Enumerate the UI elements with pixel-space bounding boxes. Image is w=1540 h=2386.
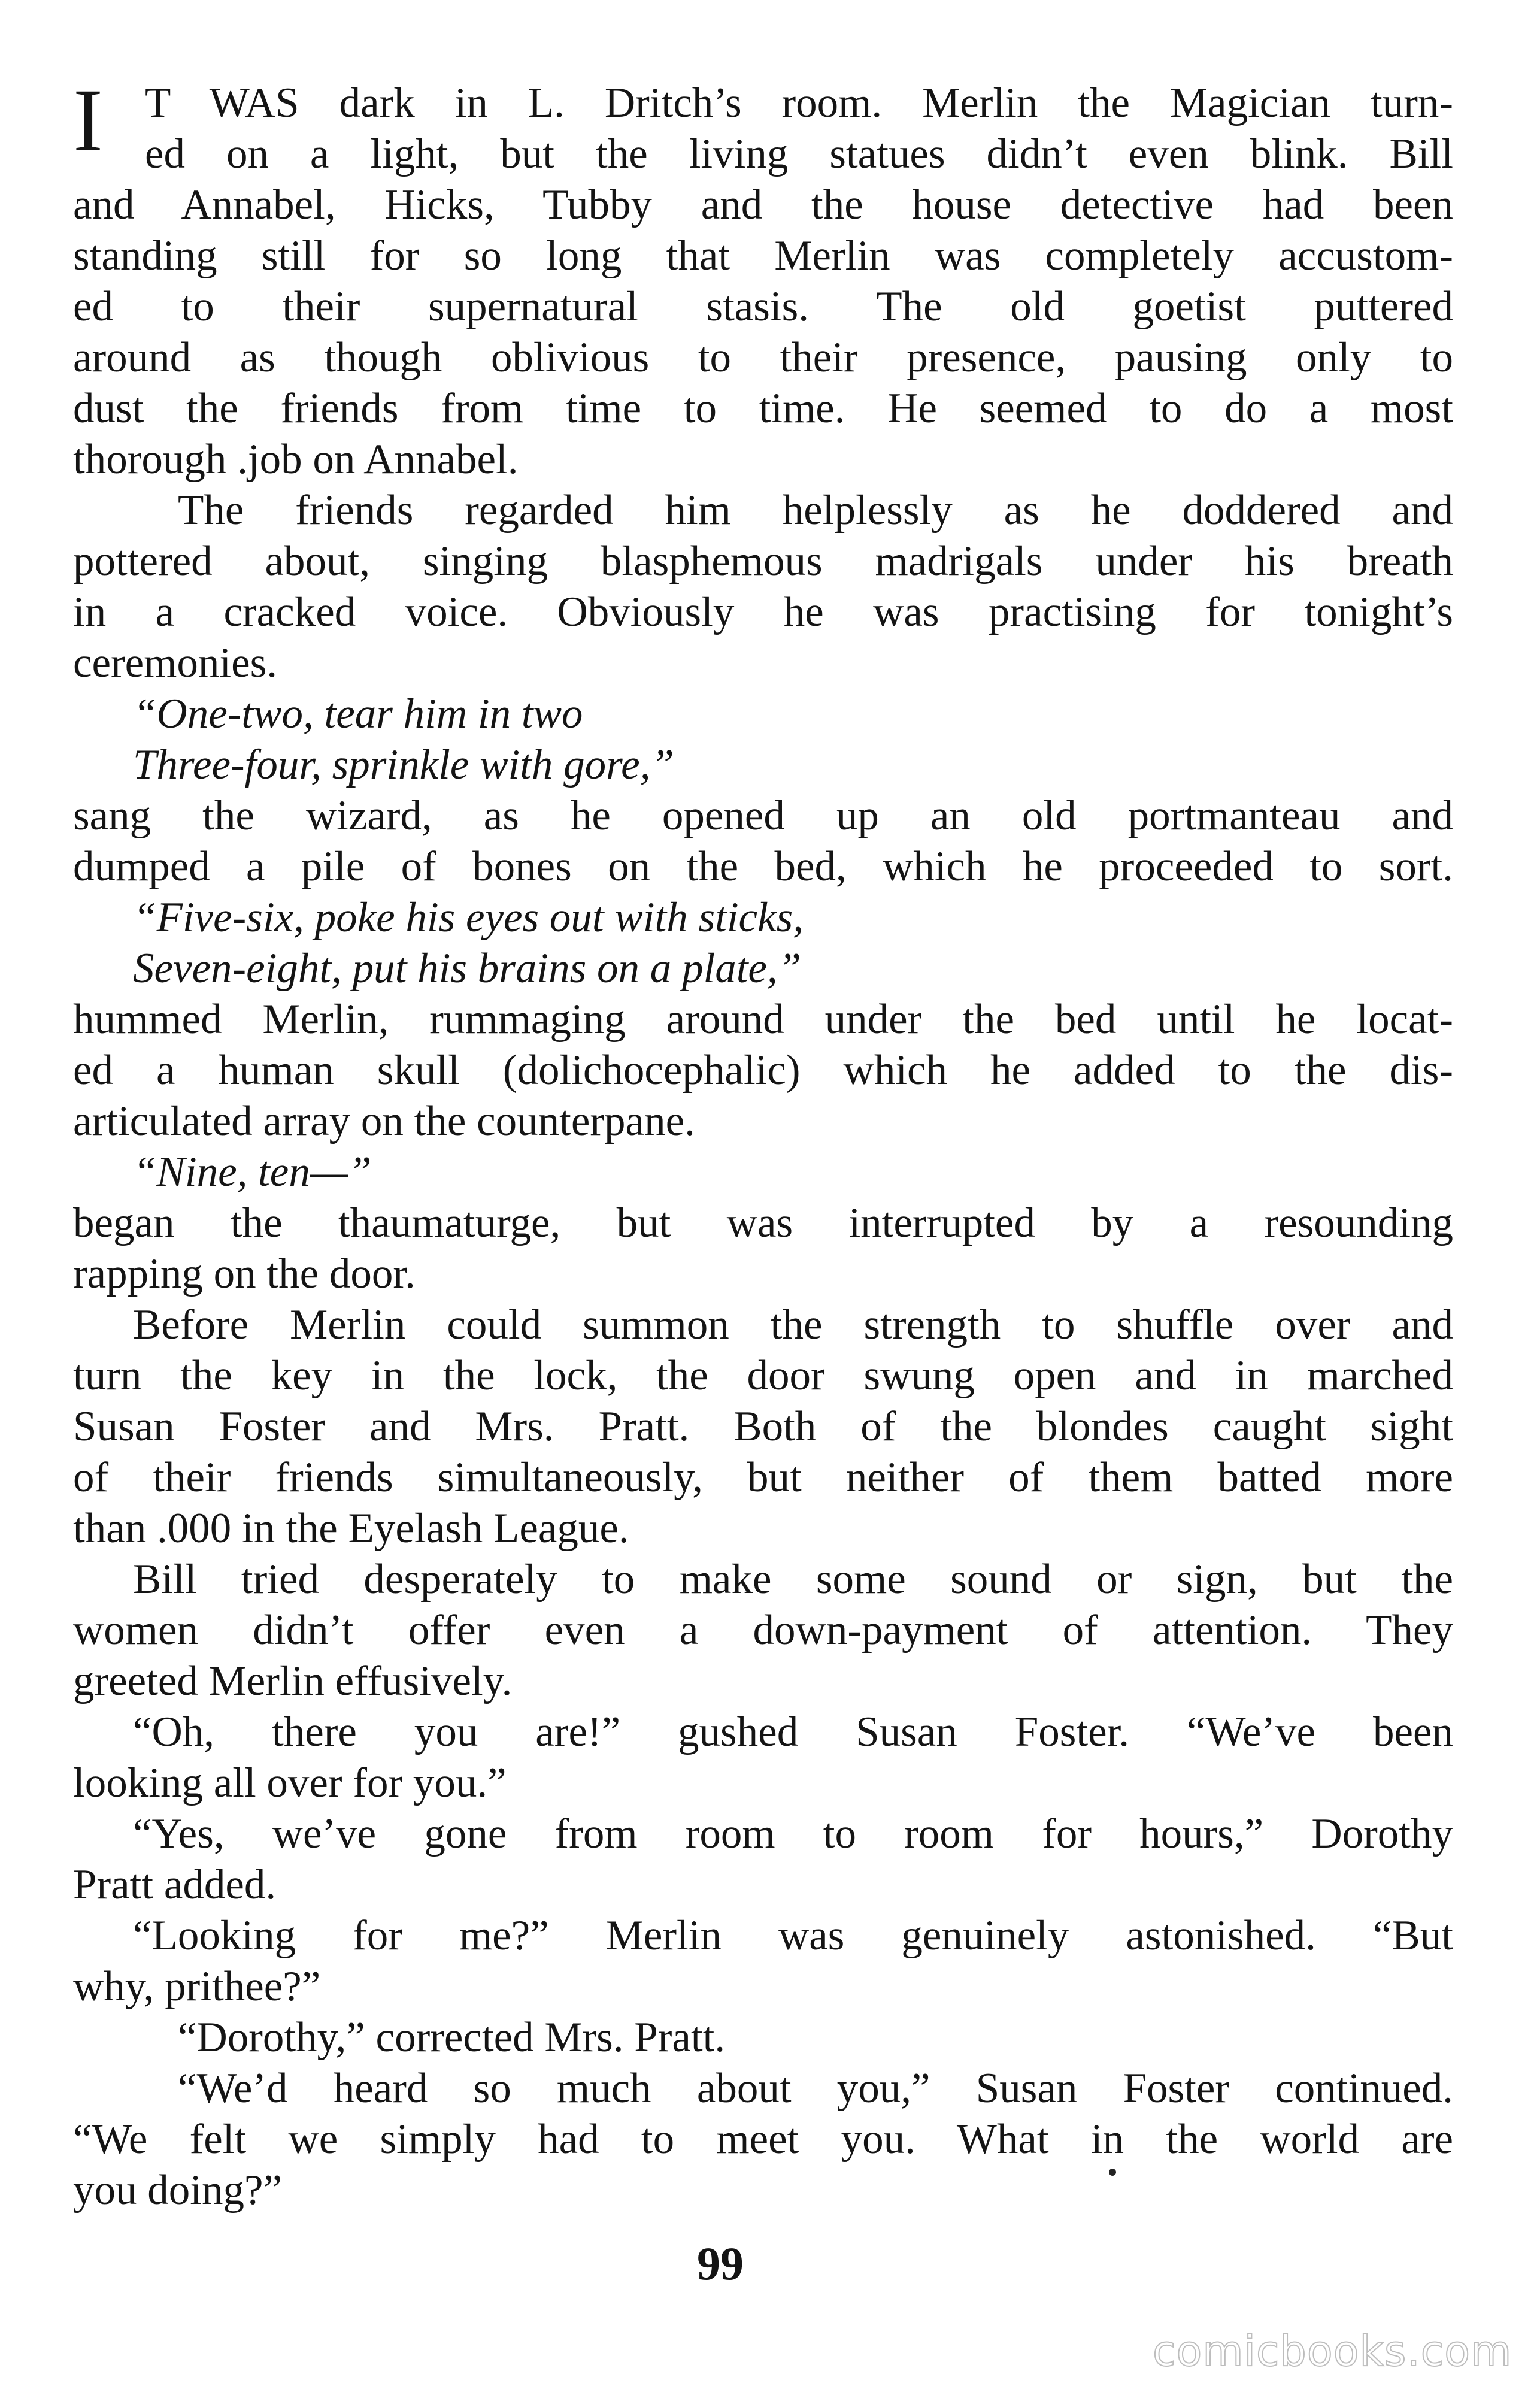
text-line: thorough .job on Annabel.	[73, 436, 519, 483]
text-line: The friends regarded him helplessly as he doddered and	[178, 487, 1453, 534]
text-line: rapping on the door.	[73, 1250, 416, 1297]
text-line: sang the wizard, as he opened up an old portmanteau and	[73, 792, 1453, 839]
text-line: dumped a pile of bones on the bed, which he proceeded to sort.	[73, 843, 1453, 890]
text-line: you doing?”	[73, 2167, 283, 2214]
verse-line: “Nine, ten—”	[133, 1149, 372, 1195]
text-line: standing still for so long that Merlin was completely accustom-	[73, 232, 1453, 279]
text-line: ed a human skull (dolichocephalic) which he added to the dis-	[73, 1047, 1453, 1094]
verse-line: “One-two, tear him in two	[133, 691, 583, 737]
text-line: turn the key in the lock, the door swung open and in marched	[73, 1352, 1453, 1399]
text-line: ed on a light, but the living statues didn’t even blink. Bill	[145, 131, 1453, 177]
text-line: why, prithee?”	[73, 1963, 321, 2010]
text-line: “We felt we simply had to meet you. What in the world are	[73, 2116, 1453, 2163]
text-line: looking all over for you.”	[73, 1760, 507, 1806]
text-line: of their friends simultaneously, but neither of them batted more	[73, 1454, 1453, 1501]
text-line: “Oh, there you are!” gushed Susan Foster. “We’ve been	[133, 1709, 1453, 1755]
text-line: around as though oblivious to their presence, pausing only to	[73, 334, 1453, 381]
drop-cap: I	[73, 71, 103, 170]
text-line: in a cracked voice. Obviously he was practising for tonight’s	[73, 589, 1453, 635]
text-line: and Annabel, Hicks, Tubby and the house detective had been	[73, 181, 1453, 228]
text-line: hummed Merlin, rummaging around under the bed until he locat-	[73, 996, 1453, 1043]
text-line: “Dorothy,” corrected Mrs. Pratt.	[178, 2014, 726, 2061]
text-line: “Yes, we’ve gone from room to room for hours,” Dorothy	[133, 1810, 1453, 1857]
verse-line: Three-four, sprinkle with gore,”	[133, 741, 674, 788]
ink-speck	[1109, 2169, 1116, 2176]
text-line: T WAS dark in L. Dritch’s room. Merlin the Magician turn-	[145, 80, 1453, 126]
book-page	[73, 54, 1453, 2342]
text-line: greeted Merlin effusively.	[73, 1658, 513, 1704]
page-number: 99	[697, 2237, 744, 2290]
text-line: Bill tried desperately to make some sound or sign, but the	[133, 1556, 1453, 1603]
text-line: began the thaumaturge, but was interrupted by a resounding	[73, 1200, 1453, 1246]
text-line: than .000 in the Eyelash League.	[73, 1505, 629, 1552]
text-line: ceremonies.	[73, 640, 278, 686]
text-line: ed to their supernatural stasis. The old goetist puttered	[73, 283, 1453, 330]
verse-line: Seven-eight, put his brains on a plate,”	[133, 945, 802, 992]
watermark: comicbooks.com	[1153, 2327, 1512, 2376]
text-line: “Looking for me?” Merlin was genuinely astonished. “But	[133, 1912, 1453, 1959]
text-line: pottered about, singing blasphemous madrigals under his breath	[73, 538, 1453, 585]
text-line: Before Merlin could summon the strength to shuffle over and	[133, 1301, 1453, 1348]
text-line: Susan Foster and Mrs. Pratt. Both of the blondes caught sight	[73, 1403, 1453, 1450]
text-line: Pratt added.	[73, 1861, 277, 1908]
text-line: dust the friends from time to time. He seemed to do a most	[73, 385, 1453, 432]
text-line: women didn’t offer even a down-payment of attention. They	[73, 1607, 1453, 1654]
verse-line: “Five-six, poke his eyes out with sticks,	[133, 894, 804, 941]
text-line: articulated array on the counterpane.	[73, 1098, 695, 1144]
text-line: “We’d heard so much about you,” Susan Foster continued.	[178, 2065, 1453, 2112]
